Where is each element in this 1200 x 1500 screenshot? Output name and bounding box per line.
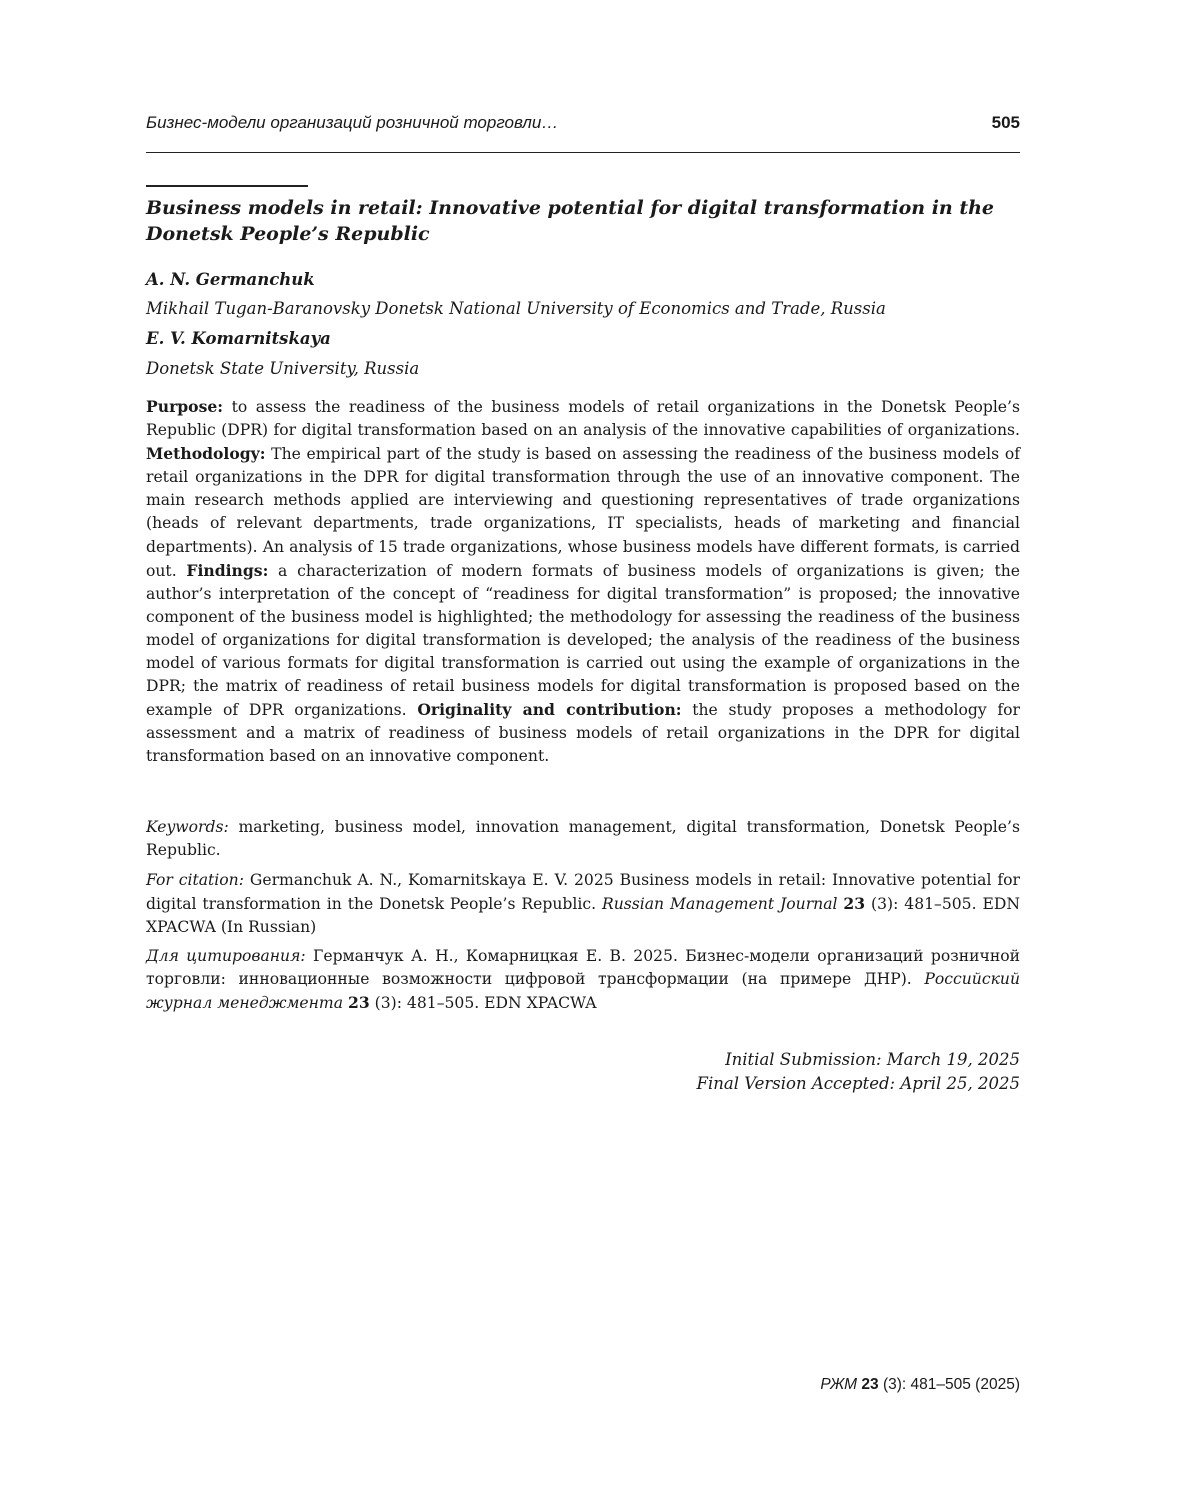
citation-english [146,869,1020,939]
keywords-label: Keywords: [146,818,229,836]
submission-dates [420,1048,1020,1096]
author-1-name: A. N. Germanchuk [146,270,315,289]
running-head-title: Бизнес-модели организаций розничной торговли… [146,113,559,132]
author-2-name: E. V. Komarnitskaya [146,329,331,348]
citation-en-pages: (3): 481–505. EDN XPACWA (In Russian) [146,895,1021,937]
citation-en-volume: 23 [843,894,866,914]
findings-text: a characterization of modern formats of business models of organizations is given; the author’s interpretation of the concept of “readiness for digital transformation” is proposed; the innovative component of the business model is highlighted; the methodology for assessing the readiness of the business model of organizations for digital transformation is developed; the analysis of the readiness of the business model of various formats for digital transformation is carried out using the example of organizations in the DPR; the matrix of readiness of retail business models for digital transformation is proposed based on the example of DPR organizations. [146,561,1020,720]
purpose-text: to assess the readiness of the business models of retail organizations in the Donetsk People’s Republic (DPR) for digital transformation based on an analysis of the innovative capabilities of organizations. [146,398,1020,440]
methodology-text: The empirical part of the study is based on assessing the readiness of the business models of retail organizations in the DPR for digital transformation through the use of an innovative component. The main research methods applied are interviewing and questioning representatives of trade organizations (heads of relevant departments, trade organizations, IT specialists, heads of marketing and financial departments). An analysis of 15 trade organizations, whose business models have different formats, is carried out. [146,445,1020,580]
originality-text: the study proposes a methodology for assessment and a matrix of readiness of business models of retail organizations in the DPR for digital transformation based on an innovative component. [146,701,1020,766]
running-head [146,113,1020,137]
citation-ru-label: Для цитирования: [146,947,306,965]
page-footer [820,1376,1020,1394]
findings-label: Findings: [186,560,269,580]
originality-label: Originality and contribution: [417,700,682,720]
citation-ru-text: Германчук А. Н., Комарницкая Е. В. 2025. Бизнес-модели организаций розничной торговли: инновационные возможности цифровой трансформации (на примере ДНР). [146,947,1020,989]
abstract [146,395,1020,769]
author-2-affiliation: Donetsk State University, Russia [146,359,420,378]
header-rule [146,152,1020,153]
author-1-affiliation: Mikhail Tugan-Baranovsky Donetsk National University of Economics and Trade, Russia [146,299,886,318]
footer-volume: 23 [861,1376,879,1393]
keywords [146,816,1020,862]
citation-ru-volume: 23 [347,993,370,1013]
citation-en-text: Germanchuk A. N., Komarnitskaya E. V. 2025 Business models in retail: Innovative potential for digital transformation in the Donetsk People’s Republic. [146,871,1020,914]
citation-russian [146,945,1020,1015]
citation-en-journal: Russian Management Journal [601,895,838,914]
keywords-text: marketing, business model, innovation management, digital transformation, Donetsk People’s Republic. [146,818,1020,860]
citation-ru-journal: Российский журнал менеджмента [146,970,1020,1013]
article-title: Business models in retail: Innovative potential for digital transformation in the Donetsk People’s Republic [146,197,995,245]
title-rule [146,185,308,187]
footer-issue-pages: (3): 481–505 (2025) [878,1376,1020,1393]
purpose-label: Purpose: [146,397,224,416]
page-number: 505 [991,113,1020,132]
final-accepted-date: Final Version Accepted: April 25, 2025 [696,1074,1020,1093]
methodology-label: Methodology: [146,444,266,464]
initial-submission-date: Initial Submission: March 19, 2025 [725,1050,1020,1069]
footer-journal: РЖМ [820,1376,858,1393]
citation-ru-pages: (3): 481–505. EDN XPACWA [369,994,597,1013]
paper-page [146,0,1020,1500]
citation-en-label: For citation: [146,871,244,889]
